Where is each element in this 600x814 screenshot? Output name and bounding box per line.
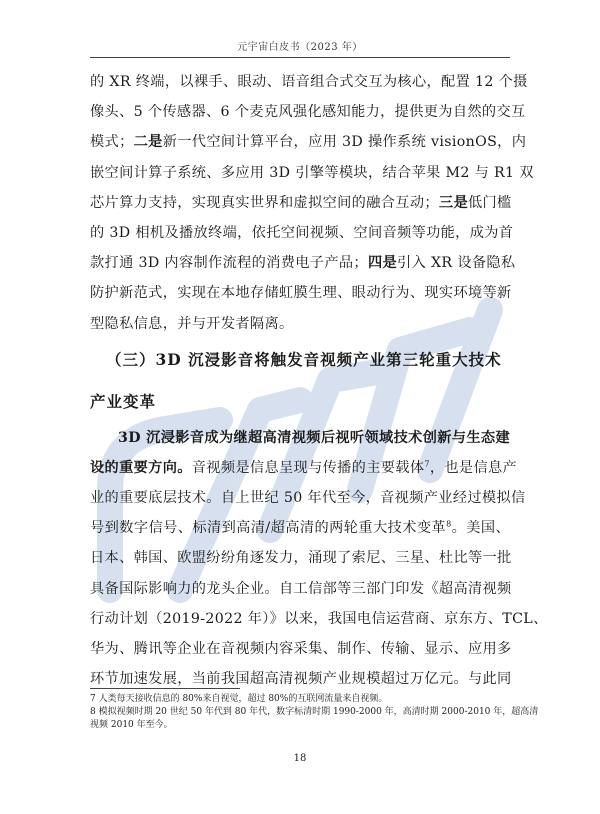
body-line: 的 3D 相机及播放终端，依托空间视频、空间音频等功能，成为首 — [90, 224, 514, 241]
body-text: 音视频是信息呈现与传播的主要载体 — [191, 459, 425, 476]
body-line — [90, 248, 516, 278]
body-line: 业的重要底层技术。自上世纪 50 年代至今，音视频产业经过模拟信 — [90, 490, 526, 507]
body-text: 模式； — [90, 134, 134, 151]
header-rule — [90, 57, 510, 58]
body-line-bold: 3D 沉浸影音成为继超高清视频后视听领域技术创新与生态建 — [118, 429, 510, 446]
footnotes — [90, 693, 539, 732]
page-body — [90, 67, 548, 694]
footnote-ref-7[interactable]: 7 — [424, 459, 430, 469]
ordinal-3: 三是 — [438, 194, 468, 211]
page-header: 元宇宙白皮书（2023 年） — [237, 42, 363, 53]
body-line: 的 XR 终端，以裸手、眼动、语音组合式交互为核心，配置 12 个摄 — [90, 74, 528, 90]
section-heading: （三）3D 沉浸影音将触发音视频产业第三轮重大技术 — [106, 349, 502, 369]
body-line — [90, 513, 510, 543]
footnote-7: 7 人类每天接收信息的 80%来自视觉，超过 80%的互联网流量来自视频。 — [90, 694, 388, 704]
body-line: 具备国际影响力的龙头企业。自工信部等三部门印发《超高清视频 — [90, 580, 512, 597]
body-line: 型隐私信息，并与开发者隔离。 — [90, 315, 294, 332]
ordinal-4: 四是 — [367, 255, 398, 272]
body-text: 低门槛 — [467, 194, 512, 211]
body-line: 像头、5 个传感器、6 个麦克风强化感知能力，提供更为自然的交互 — [90, 104, 526, 121]
ordinal-2: 二是 — [133, 134, 163, 151]
body-line: 行动计划（2019-2022 年）》以来，我国电信运营商、京东方、TCL、 — [90, 610, 548, 627]
body-text: 新一代空间计算平台，应用 3D 操作系统 visionOS，内 — [162, 134, 527, 151]
body-text: 引入 XR 设备隐私 — [397, 255, 516, 272]
body-line: 嵌空间计算子系统、多应用 3D 引擎等模块，结合苹果 M2 与 R1 双 — [90, 164, 534, 181]
body-line: 日本、韩国、欧盟纷纷角逐发力，涌现了索尼、三星、杜比等一批 — [90, 550, 512, 567]
section-heading-cont: 产业变革 — [90, 391, 157, 411]
footnote-8-cont: 视频 2010 年至今。 — [90, 720, 173, 730]
footnote-8: 8 模拟视频时期 20 世纪 50 年代到 80 年代，数字标清时期 1990-2000 年，高清时期 2000-2010 年，超高清 — [90, 707, 539, 717]
body-text: 。美国、 — [451, 520, 510, 537]
bold-phrase: 设的重要方向。 — [90, 459, 192, 476]
body-line: 华为、腾讯等企业在音视频内容采集、制作、传输、显示、应用多 — [90, 641, 512, 657]
footnote-ref-8[interactable]: 8 — [446, 519, 452, 529]
body-line — [90, 453, 518, 483]
body-line — [90, 188, 510, 218]
body-line: 防护新范式，实现在本地存储虹膜生理、眼动行为、现实环境等新 — [90, 285, 512, 302]
body-text: ，也是信息产 — [429, 459, 518, 476]
body-text: 款打通 3D 内容制作流程的消费电子产品； — [90, 255, 368, 272]
body-text: 号到数字信号、标清到高清/超高清的两轮重大技术变革 — [90, 520, 447, 537]
body-text: 芯片算力支持，实现真实世界和虚拟空间的融合互动； — [90, 194, 439, 211]
page-number: 18 — [293, 753, 307, 764]
body-line: 环节加速发展，当前我国超高清视频产业规模超过万亿元。与此同 — [90, 671, 512, 688]
body-line — [90, 127, 527, 157]
